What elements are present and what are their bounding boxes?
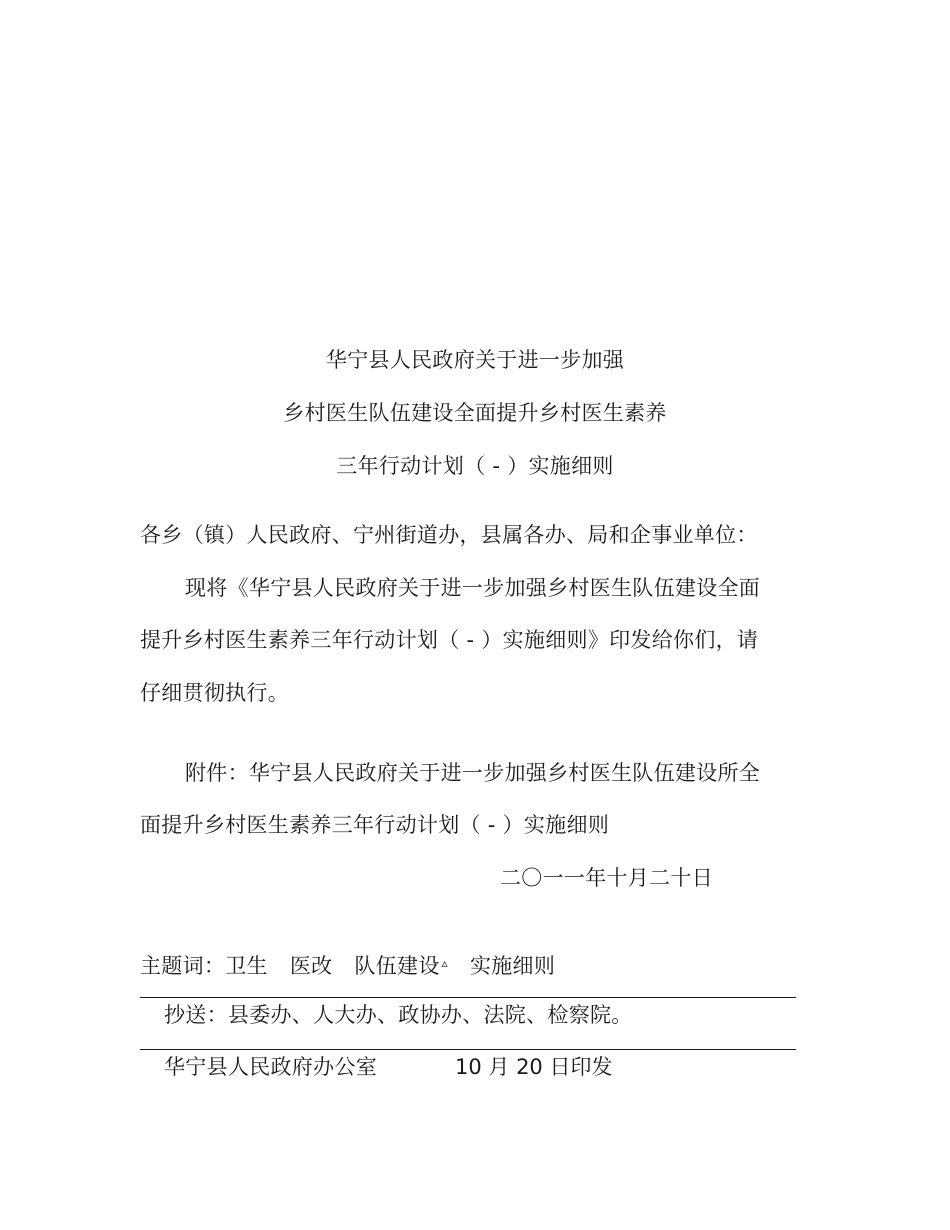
cc-line: 抄送：县委办、人大办、政协办、法院、检察院。 [164,1003,633,1027]
title-line-1: 华宁县人民政府关于进一步加强 [325,348,625,372]
triangle-marker-icon: ▵ [441,956,448,970]
keywords-row [140,948,555,981]
keyword-item: 医改 [289,954,333,978]
salutation: 各乡（镇）人民政府、宁州街道办，县属各办、局和企事业单位： [140,523,758,547]
document-date: 二〇一一年十月二十日 [500,866,713,890]
keywords-label: 主题词： [140,954,226,978]
issue-date: 10 月 20 日印发 [455,1055,613,1079]
body-line-3: 仔细贯彻执行。 [140,681,290,705]
issuer-office: 华宁县人民政府办公室 [164,1055,377,1079]
body-line-1: 现将《华宁县人民政府关于进一步加强乡村医生队伍建设全面 [185,576,761,600]
attachment-line-2: 面提升乡村医生素养三年行动计划（ - ）实施细则 [140,813,610,837]
divider-top [140,997,796,998]
keyword-item: 队伍建设 ▵ [354,948,448,981]
divider-bottom [140,1049,796,1050]
body-line-2: 提升乡村医生素养三年行动计划（ - ）实施细则》印发给你们，请 [140,628,759,652]
keyword-item: 实施细则 [469,954,556,978]
attachment-line-1: 附件：华宁县人民政府关于进一步加强乡村医生队伍建设所全 [185,761,761,785]
keyword-item: 卫生 [225,954,268,978]
title-line-2: 乡村医生队伍建设全面提升乡村医生素养 [283,401,667,425]
title-line-3: 三年行动计划（ - ）实施细则 [336,454,614,478]
